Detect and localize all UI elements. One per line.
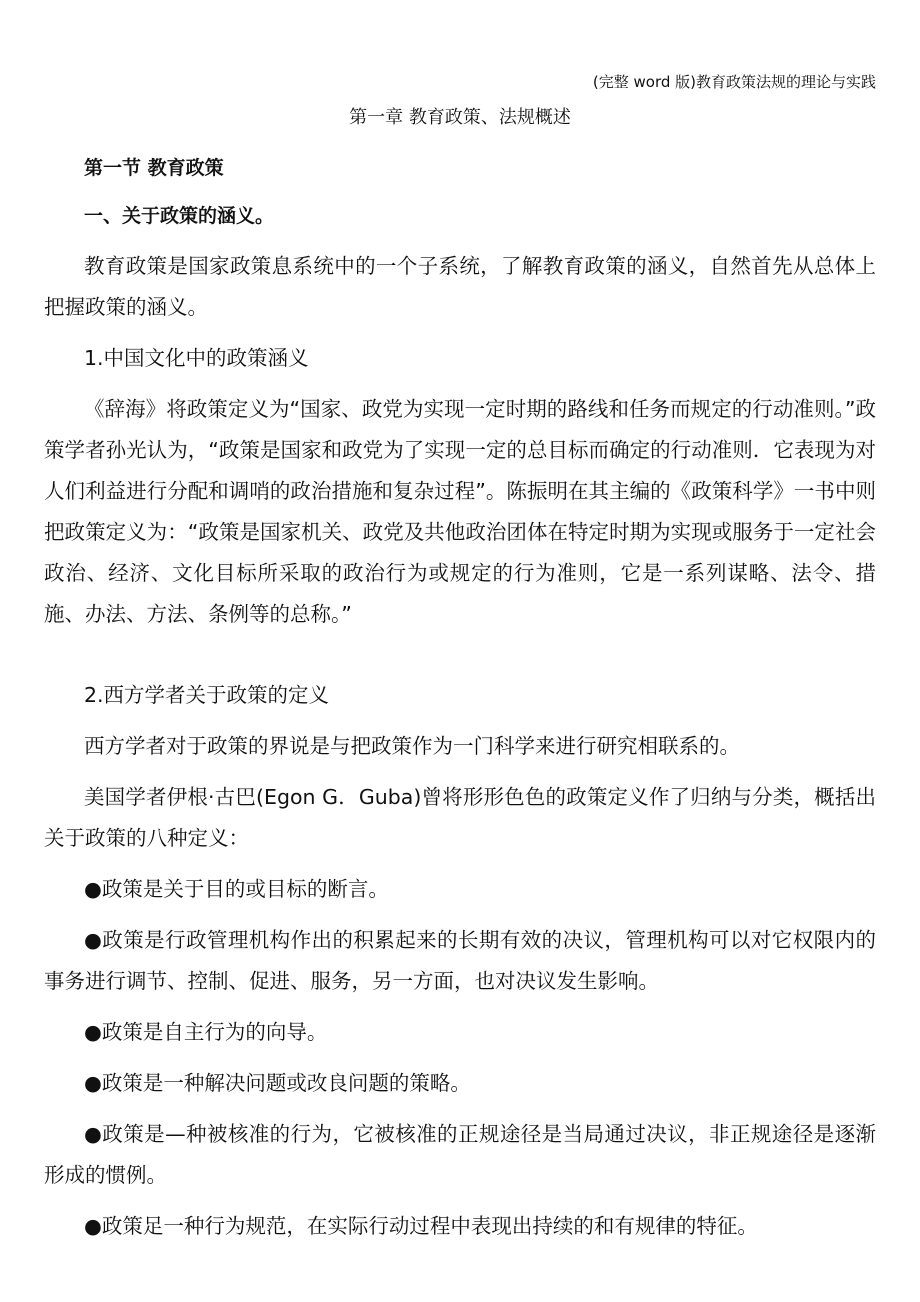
paragraph: 西方学者对于政策的界说是与把政策作为一门科学来进行研究相联系的。 <box>84 734 740 758</box>
paragraph-heading: 1.中国文化中的政策涵义 <box>84 346 309 370</box>
bullet-item: ●政策是—种被核准的行为，它被核准的正规途径是当局通过决议，非正规途径是逐渐形成的惯例。 <box>44 1122 876 1187</box>
section-title: 第一节 教育政策 <box>84 157 224 179</box>
paragraph: 《辞海》将政策定义为“国家、政党为实现一定时期的路线和任务而规定的行动准则。”政策学者孙光认为，“政策是国家和政党为了实现一定的总目标而确定的行动准则．它表现为对人们利益进行分配和调哨的政治措施和复杂过程”。陈振明在其主编的《政策科学》一书中则把政策定义为：“政策是国家机关、政党及共他政治团体在特定时期为实现或服务于一定社会政治、经济、文化目标所采取的政治行为或规定的行为准则，它是一系列谋略、法令、措施、办法、方法、条例等的总称。” <box>44 397 876 626</box>
bullet-item: ●政策是自主行为的向导。 <box>84 1020 328 1044</box>
bullet-item: ●政策足一种行为规范，在实际行动过程中表现出持续的和有规律的特征。 <box>84 1214 758 1238</box>
paragraph: 教育政策是国家政策息系统中的一个子系统，了解教育政策的涵义，自然首先从总体上把握政策的涵义。 <box>44 254 876 319</box>
paragraph-heading: 2.西方学者关于政策的定义 <box>84 683 330 707</box>
document-body <box>44 246 876 1257</box>
paragraph: 美国学者伊根·古巴(Egon G．Guba)曾将形形色色的政策定义作了归纳与分类，概括出关于政策的八种定义： <box>44 785 876 850</box>
bullet-item: ●政策是一种解决问题或改良问题的策略。 <box>84 1071 471 1095</box>
page-header: (完整 word 版)教育政策法规的理论与实践 <box>592 73 876 91</box>
bullet-item: ●政策是关于目的或目标的断言。 <box>84 877 389 901</box>
subsection-title: 一、关于政策的涵义。 <box>84 205 275 227</box>
chapter-title: 第一章 教育政策、法规概述 <box>349 107 571 128</box>
bullet-item: ●政策是行政管理机构作出的积累起来的长期有效的决议，管理机构可以对它权限内的事务进行调节、控制、促进、服务，另一方面，也对决议发生影响。 <box>44 928 876 993</box>
